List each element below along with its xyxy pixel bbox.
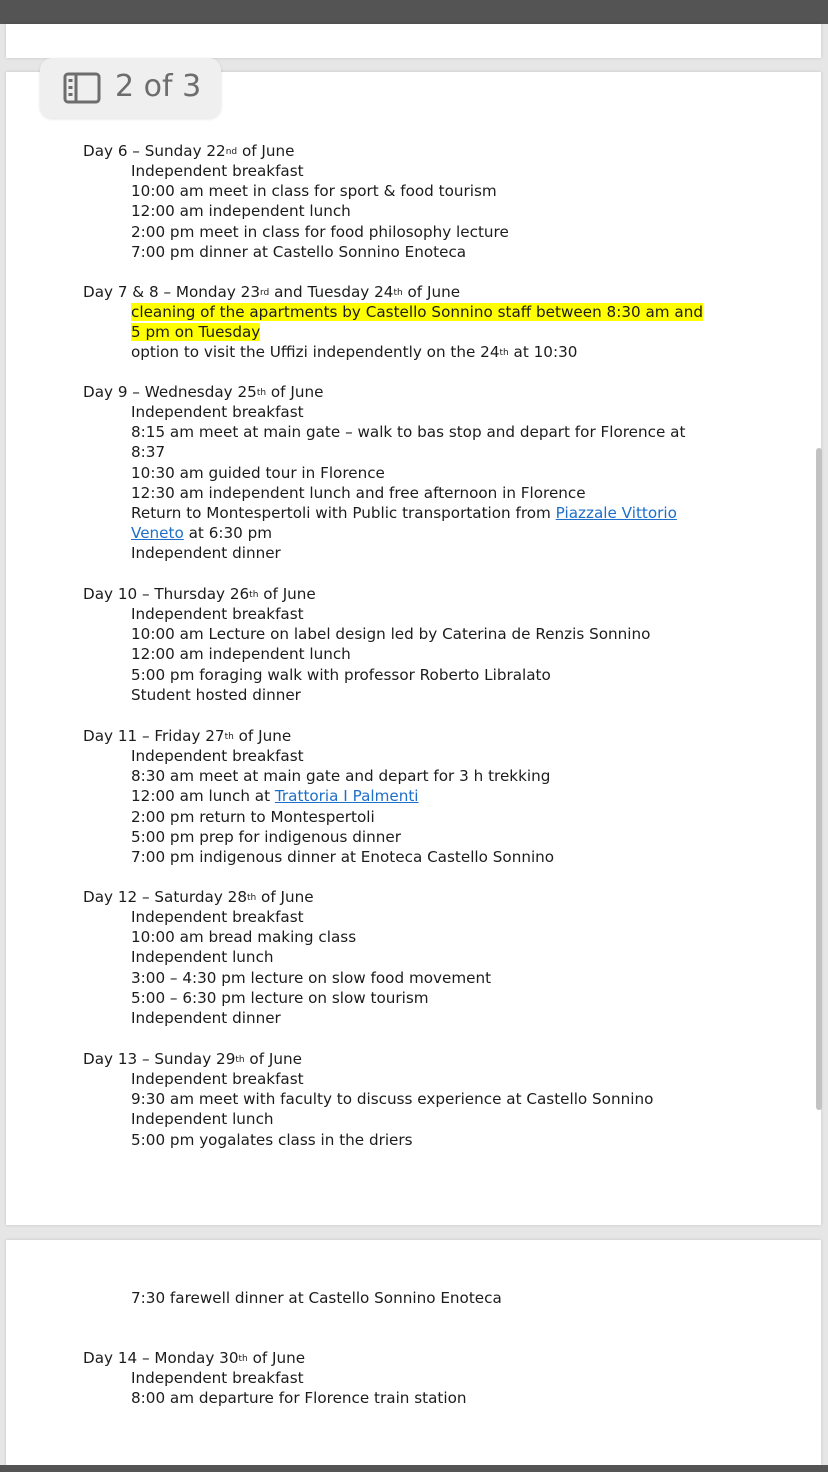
list-item: 10:30 am guided tour in Florence xyxy=(131,463,385,482)
list-item: 10:00 am meet in class for sport & food tourism xyxy=(131,182,497,201)
viewer-bottom-bar xyxy=(0,1465,828,1472)
day-13-heading: Day 13 – Sunday 29th of June xyxy=(83,1050,302,1068)
day-12-section xyxy=(6,887,821,1028)
day-7-8-section xyxy=(6,282,821,363)
page-indicator[interactable] xyxy=(40,58,221,118)
list-item: Independent breakfast xyxy=(131,605,304,624)
list-item: option to visit the Uffizi independently on the 24th at 10:30 xyxy=(131,343,578,362)
list-item: 8:00 am departure for Florence train station xyxy=(131,1389,467,1408)
page-thumbnails-icon xyxy=(63,72,101,108)
page-indicator-text: 2 of 3 xyxy=(115,69,202,104)
list-item: 5:00 pm prep for indigenous dinner xyxy=(131,827,401,846)
list-item: Independent breakfast xyxy=(131,1369,304,1388)
list-item: Independent breakfast xyxy=(131,162,304,181)
day-14-section xyxy=(6,1348,821,1408)
list-item: 5:00 – 6:30 pm lecture on slow tourism xyxy=(131,988,429,1007)
list-item: 2:00 pm meet in class for food philosophy lecture xyxy=(131,222,509,241)
list-item-continued: 8:37 xyxy=(131,443,166,462)
list-item: Independent breakfast xyxy=(131,747,304,766)
document-page-2 xyxy=(6,72,821,1225)
list-item: 10:00 am Lecture on label design led by Caterina de Renzis Sonnino xyxy=(131,625,651,644)
list-item: 9:30 am meet with faculty to discuss experience at Castello Sonnino xyxy=(131,1090,654,1109)
day-14-heading: Day 14 – Monday 30th of June xyxy=(83,1349,306,1367)
list-item: Independent breakfast xyxy=(131,403,304,422)
list-item: 12:00 am independent lunch xyxy=(131,202,351,221)
piazzale-vittorio-link-continued[interactable]: Veneto xyxy=(131,524,184,543)
list-item: 8:15 am meet at main gate – walk to bas stop and depart for Florence at xyxy=(131,423,686,442)
list-item: 12:00 am independent lunch xyxy=(131,645,351,664)
list-item: 3:00 – 4:30 pm lecture on slow food movement xyxy=(131,968,492,987)
document-page-1 xyxy=(6,24,821,58)
day-10-heading: Day 10 – Thursday 26th of June xyxy=(83,585,316,603)
list-item: 8:30 am meet at main gate and depart for 3 h trekking xyxy=(131,767,551,786)
viewer-top-bar xyxy=(0,0,828,24)
list-item: Return to Montespertoli with Public transportation from Piazzale Vittorio xyxy=(131,503,677,522)
day-6-section xyxy=(6,141,821,262)
list-item: Independent dinner xyxy=(131,544,281,563)
day-6-heading: Day 6 – Sunday 22nd of June xyxy=(83,142,295,160)
day-9-heading: Day 9 – Wednesday 25th of June xyxy=(83,383,324,401)
list-item: 2:00 pm return to Montespertoli xyxy=(131,807,375,826)
piazzale-vittorio-link[interactable]: Piazzale Vittorio xyxy=(555,503,677,522)
list-item-continued: Veneto at 6:30 pm xyxy=(131,524,273,543)
day-9-section xyxy=(6,382,821,563)
list-item: 12:00 am lunch at Trattoria I Palmenti xyxy=(131,787,419,806)
day-13-continued xyxy=(6,1288,821,1308)
list-item: 5:00 pm foraging walk with professor Roberto Libralato xyxy=(131,665,551,684)
document-page-3 xyxy=(6,1240,821,1465)
day-10-section xyxy=(6,584,821,705)
highlighted-item: cleaning of the apartments by Castello Sonnino staff between 8:30 am and xyxy=(131,303,703,322)
list-item: Independent breakfast xyxy=(131,1070,304,1089)
list-item: 7:30 farewell dinner at Castello Sonnino Enoteca xyxy=(131,1289,502,1307)
day-13-section xyxy=(6,1049,821,1150)
day-11-heading: Day 11 – Friday 27th of June xyxy=(83,727,292,745)
list-item: Independent dinner xyxy=(131,1008,281,1027)
scrollbar-thumb[interactable] xyxy=(816,448,822,1110)
day-7-8-heading: Day 7 & 8 – Monday 23rd and Tuesday 24th of June xyxy=(83,283,461,301)
list-item: 12:30 am independent lunch and free afternoon in Florence xyxy=(131,483,586,502)
day-11-section xyxy=(6,726,821,867)
list-item: 7:00 pm dinner at Castello Sonnino Enoteca xyxy=(131,242,467,261)
list-item: 7:00 pm indigenous dinner at Enoteca Castello Sonnino xyxy=(131,847,555,866)
highlighted-item-continued: 5 pm on Tuesday xyxy=(131,323,261,342)
day-12-heading: Day 12 – Saturday 28th of June xyxy=(83,888,314,906)
list-item: 5:00 pm yogalates class in the driers xyxy=(131,1130,413,1149)
list-item: Student hosted dinner xyxy=(131,685,301,704)
list-item: Independent breakfast xyxy=(131,908,304,927)
list-item: Independent lunch xyxy=(131,948,274,967)
list-item: Independent lunch xyxy=(131,1110,274,1129)
trattoria-link[interactable]: Trattoria I Palmenti xyxy=(274,787,419,806)
list-item: 10:00 am bread making class xyxy=(131,928,357,947)
